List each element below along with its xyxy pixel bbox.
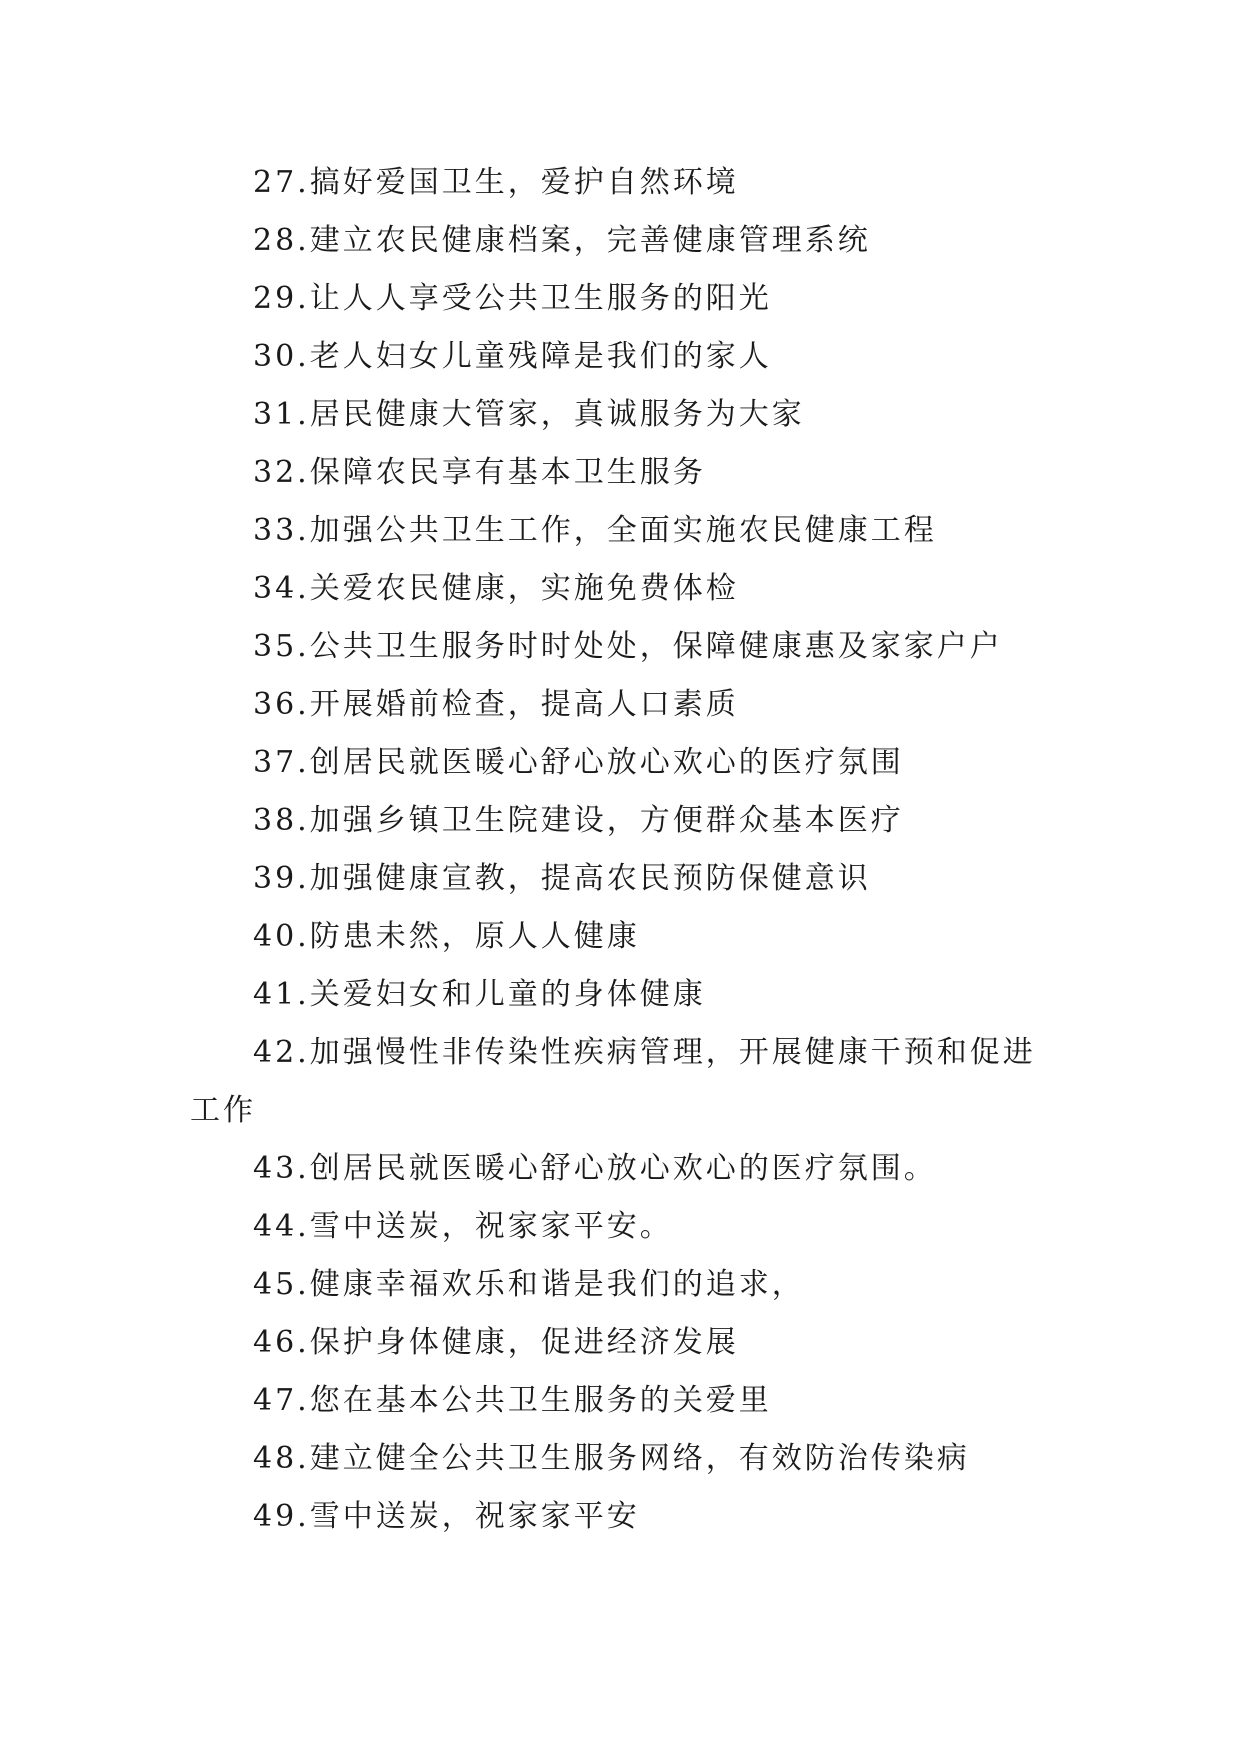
list-item: 35.公共卫生服务时时处处，保障健康惠及家家户户 [253,629,1003,664]
list-item: 40.防患未然，原人人健康 [253,919,640,954]
list-item: 48.建立健全公共卫生服务网络，有效防治传染病 [253,1441,970,1476]
list-item: 44.雪中送炭，祝家家平安。 [253,1209,673,1244]
list-item: 43.创居民就医暖心舒心放心欢心的医疗氛围。 [253,1151,937,1186]
list-item: 30.老人妇女儿童残障是我们的家人 [253,339,772,374]
list-item: 27.搞好爱国卫生，爱护自然环境 [253,165,739,200]
list-item: 32.保障农民享有基本卫生服务 [253,455,706,490]
list-item: 39.加强健康宣教，提高农民预防保健意识 [253,861,871,896]
list-item: 45.健康幸福欢乐和谐是我们的追求， [253,1267,805,1302]
list-item: 37.创居民就医暖心舒心放心欢心的医疗氛围 [253,745,904,780]
list-item: 47.您在基本公共卫生服务的关爱里 [253,1383,772,1418]
list-item: 31.居民健康大管家，真诚服务为大家 [253,397,805,432]
list-item: 46.保护身体健康，促进经济发展 [253,1325,739,1360]
list-item: 34.关爱农民健康，实施免费体检 [253,571,739,606]
list-item-continuation: 工作 [190,1093,256,1128]
list-item: 42.加强慢性非传染性疾病管理，开展健康干预和促进 [253,1035,1036,1070]
list-item: 41.关爱妇女和儿童的身体健康 [253,977,706,1012]
list-item: 28.建立农民健康档案，完善健康管理系统 [253,223,871,258]
list-item: 36.开展婚前检查，提高人口素质 [253,687,739,722]
list-item: 29.让人人享受公共卫生服务的阳光 [253,281,772,316]
list-item: 49.雪中送炭，祝家家平安 [253,1499,640,1534]
list-item: 33.加强公共卫生工作，全面实施农民健康工程 [253,513,937,548]
list-item: 38.加强乡镇卫生院建设，方便群众基本医疗 [253,803,904,838]
slogan-list [190,154,1060,1546]
